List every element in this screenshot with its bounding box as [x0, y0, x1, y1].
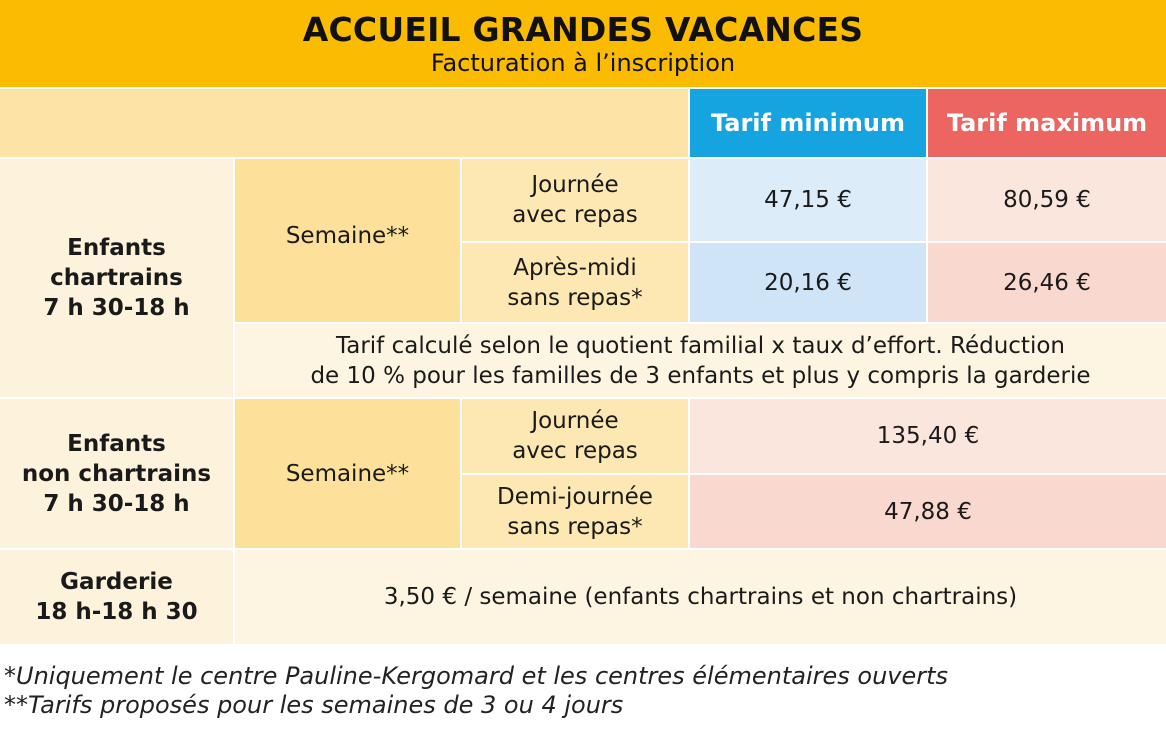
type-demi-journee-sans-repas	[462, 475, 688, 548]
period-semaine-chartrains	[235, 159, 460, 322]
price-journee-nc: 135,40 €	[690, 399, 1166, 473]
price-min-journee: 47,15 €	[690, 159, 926, 241]
page-subtitle: Facturation à l’inscription	[430, 48, 736, 77]
footnote-2: **Tarifs proposés pour les semaines de 3 ou 4 jours	[4, 691, 624, 719]
label-line: Enfants	[67, 430, 166, 457]
price-demi-journee-nc: 47,88 €	[690, 475, 1166, 548]
type-line: Journée	[531, 408, 619, 434]
price-max-apres-midi: 26,46 €	[928, 243, 1166, 322]
note-line: Tarif calculé selon le quotient familial x taux d’effort. Réduction	[336, 332, 1065, 359]
tarif-note	[235, 324, 1166, 397]
label-hours: 7 h 30-18 h	[43, 295, 190, 321]
period-label: Semaine**	[285, 222, 410, 249]
type-journee-avec-repas-nc	[462, 399, 688, 473]
period-label: Semaine**	[285, 460, 410, 487]
label-line: chartrains	[50, 265, 183, 291]
label-hours: 18 h-18 h 30	[35, 599, 198, 625]
price-min-apres-midi: 20,16 €	[690, 243, 926, 322]
type-line: Après-midi	[513, 254, 637, 281]
period-semaine-non-chartrains	[235, 399, 460, 548]
type-line: avec repas	[512, 202, 638, 228]
type-line: Demi-journée	[497, 483, 653, 510]
label-hours: 7 h 30-18 h	[43, 490, 190, 517]
page-title: ACCUEIL GRANDES VACANCES	[302, 9, 864, 49]
type-journee-avec-repas	[462, 159, 688, 241]
row-label-garderie	[0, 550, 233, 644]
label-line: Enfants	[67, 235, 166, 261]
type-line: avec repas	[512, 438, 638, 464]
label-line: Garderie	[60, 569, 173, 595]
type-line: sans repas*	[507, 513, 643, 540]
column-header-tarif-minimum: Tarif minimum	[690, 89, 926, 157]
column-header-tarif-maximum: Tarif maximum	[928, 89, 1166, 157]
note-line: de 10 % pour les familles de 3 enfants et plus y compris la garderie	[310, 362, 1091, 389]
type-line: Journée	[531, 172, 619, 198]
type-apres-midi-sans-repas	[462, 243, 688, 322]
price-garderie: 3,50 € / semaine (enfants chartrains et non chartrains)	[235, 550, 1166, 644]
type-line: sans repas*	[507, 284, 643, 311]
row-label-enfants-non-chartrains	[0, 399, 233, 548]
price-max-journee: 80,59 €	[928, 159, 1166, 241]
column-header-empty	[0, 89, 688, 157]
page-header	[0, 0, 1166, 87]
row-label-enfants-chartrains	[0, 159, 233, 397]
footnote-1: *Uniquement le centre Pauline-Kergomard et les centres élémentaires ouverts	[4, 662, 949, 690]
label-line: non chartrains	[21, 460, 212, 487]
